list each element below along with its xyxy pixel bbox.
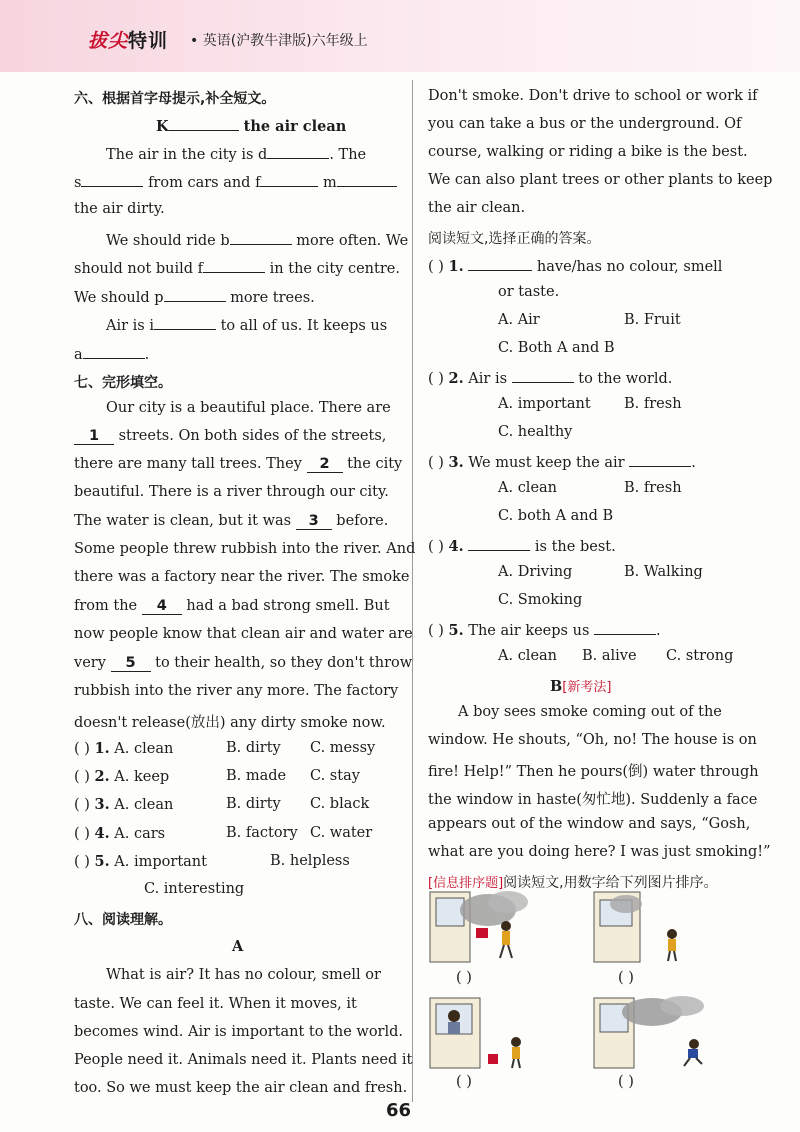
brand-a: 拔尖 bbox=[88, 30, 129, 52]
passage-line: We can also plant trees or other plants to keep bbox=[428, 172, 773, 188]
book-subtitle: • 英语(沪教牛津版)六年级上 bbox=[190, 33, 368, 49]
passage-b-line: A boy sees smoke coming out of the bbox=[458, 704, 722, 720]
s7-line: beautiful. There is a river through our city. bbox=[74, 484, 389, 500]
s6-line: the air dirty. bbox=[74, 201, 165, 217]
option: C. both A and B bbox=[498, 508, 614, 524]
s8-line: People need it. Animals need it. Plants need it bbox=[74, 1052, 413, 1068]
passage-b-line: fire! Help!” Then he pours(倒) water through bbox=[428, 764, 759, 780]
option: B. factory bbox=[226, 825, 298, 841]
column-divider bbox=[412, 80, 413, 1102]
answer-paren-3[interactable]: ( ) bbox=[456, 1074, 472, 1090]
option: C. stay bbox=[310, 768, 360, 784]
s6-line: The air in the city is d . The bbox=[106, 144, 366, 163]
option: B. helpless bbox=[270, 853, 350, 869]
s6-line: We should ride b more often. We bbox=[106, 230, 408, 249]
option: C. black bbox=[310, 796, 370, 812]
s7-line: very 5 to their health, so they don't throw bbox=[74, 655, 413, 671]
s7-question: ( ) 4. A. cars bbox=[74, 825, 166, 842]
option: C. messy bbox=[310, 740, 376, 756]
option: C. Smoking bbox=[498, 592, 583, 608]
option: B. dirty bbox=[226, 740, 281, 756]
option: A. clean bbox=[498, 648, 558, 664]
option: C. strong bbox=[666, 648, 734, 664]
s6-line: We should p more trees. bbox=[74, 287, 315, 306]
s7-question: ( ) 3. A. clean bbox=[74, 796, 174, 813]
option: A. Air bbox=[498, 312, 540, 328]
s8-line: becomes wind. Air is important to the world. bbox=[74, 1024, 404, 1040]
s8-line: taste. We can feel it. When it moves, it bbox=[74, 996, 357, 1012]
picture-1 bbox=[428, 888, 588, 964]
question-cont: or taste. bbox=[498, 284, 560, 300]
section-8-title: 八、阅读理解。 bbox=[74, 912, 172, 928]
option: B. alive bbox=[582, 648, 637, 664]
instruction: 阅读短文,选择正确的答案。 bbox=[428, 231, 601, 247]
option: C. interesting bbox=[144, 881, 245, 897]
part-a-title: A bbox=[232, 938, 244, 955]
ordering-instruction: [信息排序题]阅读短文,用数字给下列图片排序。 bbox=[428, 875, 718, 891]
s7-line: rubbish into the river any more. The factory bbox=[74, 683, 399, 699]
s7-question: ( ) 5. A. important bbox=[74, 853, 207, 870]
s6-subtitle: K the air clean bbox=[156, 118, 347, 135]
option: C. water bbox=[310, 825, 373, 841]
option: B. fresh bbox=[624, 396, 682, 412]
question: ( ) 3. We must keep the air . bbox=[428, 454, 696, 471]
passage-b-line: what are you doing here? I was just smoking!” bbox=[428, 844, 771, 860]
passage-b-line: window. He shouts, “Oh, no! The house is on bbox=[428, 732, 757, 748]
s8-line: What is air? It has no colour, smell or bbox=[106, 967, 381, 983]
s7-line: The water is clean, but it was 3 before. bbox=[74, 513, 389, 529]
picture-2 bbox=[590, 888, 750, 964]
passage-line: the air clean. bbox=[428, 200, 526, 216]
answer-paren-1[interactable]: ( ) bbox=[456, 970, 472, 986]
s6-line: Air is i to all of us. It keeps us bbox=[106, 315, 387, 334]
option: C. healthy bbox=[498, 424, 573, 440]
picture-3 bbox=[428, 994, 588, 1070]
s7-question: ( ) 2. A. keep bbox=[74, 768, 170, 785]
page-number: 66 bbox=[386, 1100, 412, 1121]
s8-line: too. So we must keep the air clean and fresh. bbox=[74, 1080, 408, 1096]
s7-line: there was a factory near the river. The smoke bbox=[74, 569, 410, 585]
option: A. Driving bbox=[498, 564, 573, 580]
passage-line: Don't smoke. Don't drive to school or work if bbox=[428, 88, 758, 104]
section-7-title: 七、完形填空。 bbox=[74, 375, 172, 391]
brand-logo bbox=[88, 26, 168, 53]
option: A. clean bbox=[498, 480, 558, 496]
answer-paren-2[interactable]: ( ) bbox=[618, 970, 634, 986]
s7-line: Some people threw rubbish into the river. And bbox=[74, 541, 416, 557]
passage-line: course, walking or riding a bike is the best. bbox=[428, 144, 748, 160]
s7-question: ( ) 1. A. clean bbox=[74, 740, 174, 757]
question: ( ) 1. have/has no colour, smell bbox=[428, 258, 723, 275]
passage-b-line: the window in haste(匆忙地). Suddenly a face bbox=[428, 792, 758, 808]
option: A. important bbox=[498, 396, 591, 412]
s7-line: there are many tall trees. They 2 the city bbox=[74, 456, 403, 472]
page-header bbox=[0, 0, 800, 72]
passage-b-line: appears out of the window and says, “Gosh, bbox=[428, 816, 751, 832]
picture-4 bbox=[590, 994, 750, 1070]
option: B. Walking bbox=[624, 564, 703, 580]
passage-line: you can take a bus or the underground. Of bbox=[428, 116, 742, 132]
option: B. made bbox=[226, 768, 287, 784]
s6-line: s from cars and f m bbox=[74, 172, 397, 191]
part-b-title: B[新考法] bbox=[550, 678, 612, 695]
s6-line: should not build f in the city centre. bbox=[74, 258, 400, 277]
s7-line: now people know that clean air and water are bbox=[74, 626, 413, 642]
option: B. dirty bbox=[226, 796, 281, 812]
s7-line: 1 streets. On both sides of the streets, bbox=[74, 428, 386, 445]
option: C. Both A and B bbox=[498, 340, 615, 356]
section-6-title: 六、根据首字母提示,补全短文。 bbox=[74, 91, 276, 107]
s7-line: doesn't release(放出) any dirty smoke now. bbox=[74, 715, 386, 731]
s7-line: Our city is a beautiful place. There are bbox=[106, 400, 391, 416]
question: ( ) 4. is the best. bbox=[428, 538, 616, 555]
question: ( ) 2. Air is to the world. bbox=[428, 370, 673, 387]
s7-line: from the 4 had a bad strong smell. But bbox=[74, 598, 390, 614]
option: B. Fruit bbox=[624, 312, 681, 328]
brand-b: 特训 bbox=[128, 30, 169, 52]
answer-paren-4[interactable]: ( ) bbox=[618, 1074, 634, 1090]
s6-line: a . bbox=[74, 344, 149, 363]
question: ( ) 5. The air keeps us . bbox=[428, 622, 661, 639]
option: B. fresh bbox=[624, 480, 682, 496]
